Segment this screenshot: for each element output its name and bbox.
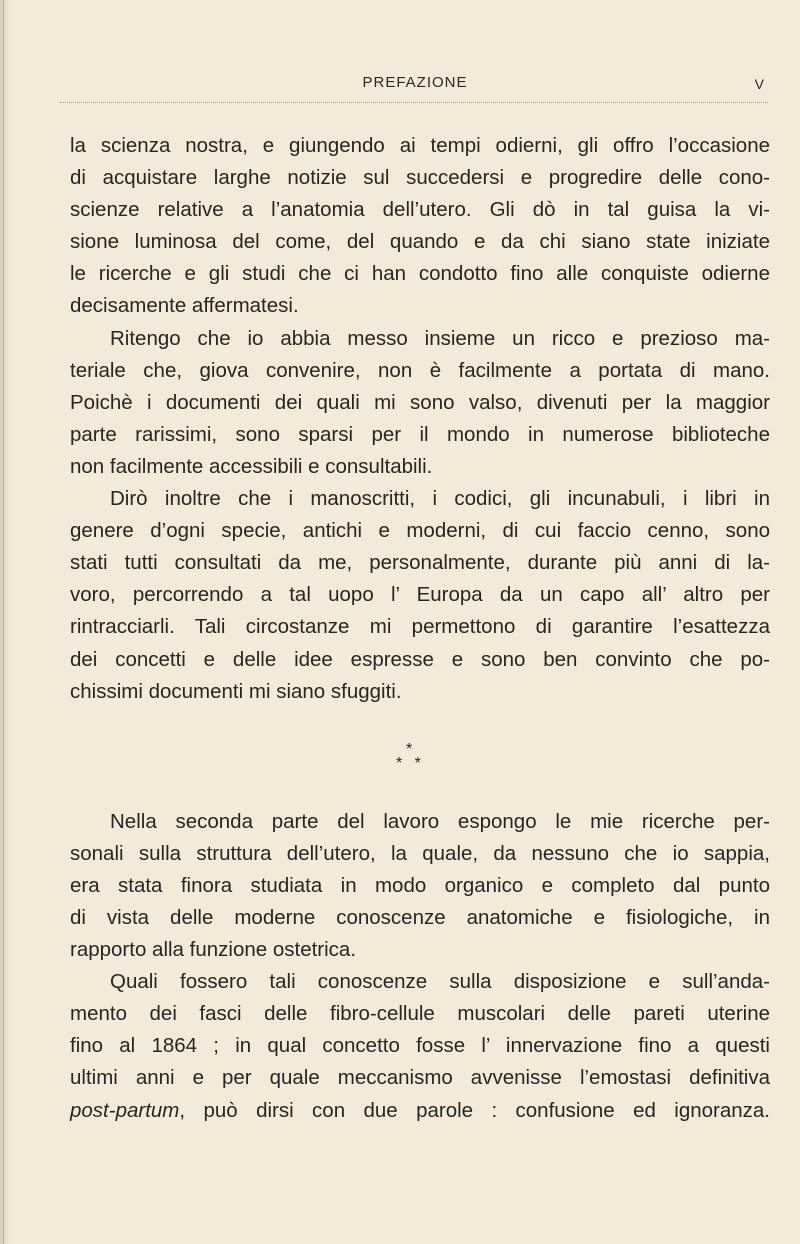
text-line: mento dei fasci delle fibro-cellule muscolari delle pareti uterine [70, 1002, 770, 1026]
text-line: scienze relative a l’anatomia dell’utero. Gli dò in tal guisa la vi- [70, 198, 770, 222]
text-line: chissimi documenti mi siano sfuggiti. [70, 679, 402, 703]
text-line: decisamente affermatesi. [70, 294, 299, 318]
text-line: ultimi anni e per quale meccanismo avvenisse l’emostasi definitiva [70, 1066, 770, 1090]
paragraph-3 [70, 483, 770, 708]
text-line: sione luminosa del come, del quando e da chi siano state iniziate [70, 230, 770, 254]
final-line-rest: , può dirsi con due parole : confusione ed ignoranza. [179, 1098, 770, 1122]
text-line: Nella seconda parte del lavoro espongo le mie ricerche per- [110, 809, 770, 833]
paragraph-1 [70, 130, 770, 323]
text-line: di acquistare larghe notizie sul succedersi e progredire delle cono- [70, 166, 770, 190]
text-line: teriale che, giova convenire, non è facilmente a portata di mano. [70, 358, 770, 382]
book-spine-edge [0, 0, 10, 1244]
header-rule [60, 102, 768, 103]
text-line: genere d’ogni specie, antichi e moderni, di cui faccio cenno, sono [70, 519, 770, 543]
text-line: sonali sulla struttura dell’utero, la quale, da nessuno che io sappia, [70, 841, 770, 865]
running-title: PREFAZIONE [362, 74, 468, 91]
text-line: parte rarissimi, sono sparsi per il mondo in numerose biblioteche [70, 422, 770, 446]
asterism-bottom: * * [396, 754, 425, 772]
text-line: Ritengo che io abbia messo insieme un ricco e prezioso ma- [110, 326, 770, 350]
text-line: le ricerche e gli studi che ci han condotto fino alle conquiste odierne [70, 262, 770, 286]
text-line-final [70, 1095, 770, 1127]
text-line: dei concetti e delle idee espresse e sono ben convinto che po- [70, 647, 770, 671]
running-head [60, 74, 770, 98]
gutter-line [3, 0, 4, 1244]
paragraph-2 [70, 323, 770, 483]
text-line: stati tutti consultati da me, personalmente, durante più anni di la- [70, 551, 770, 575]
text-line: voro, percorrendo a tal uopo l’ Europa da un capo all’ altro per [70, 583, 770, 607]
text-line: rintracciarli. Tali circostanze mi permettono di garantire l’esattezza [70, 615, 770, 639]
text-line: Poichè i documenti dei quali mi sono valso, divenuti per la maggior [70, 390, 770, 414]
text-line: di vista delle moderne conoscenze anatomiche e fisiologiche, in [70, 905, 770, 929]
text-line: non facilmente accessibili e consultabili. [70, 454, 433, 478]
asterism-separator [70, 708, 770, 806]
asterism-top: * [406, 740, 413, 758]
italic-term: post-partum [70, 1098, 180, 1122]
text-line: Quali fossero tali conoscenze sulla disposizione e sull’anda- [110, 970, 770, 994]
text-line: Dirò inoltre che i manoscritti, i codici, gli incunabuli, i libri in [110, 487, 770, 511]
text-line: la scienza nostra, e giungendo ai tempi odierni, gli offro l’occasione [70, 134, 770, 157]
body-text [70, 130, 770, 1127]
paragraph-5 [70, 966, 770, 1126]
paragraph-4 [70, 806, 770, 966]
page-number: V [754, 76, 764, 92]
text-line: era stata finora studiata in modo organico e completo dal punto [70, 873, 770, 897]
text-line: fino al 1864 ; in qual concetto fosse l’ innervazione fino a questi [70, 1034, 770, 1058]
text-line: rapporto alla funzione ostetrica. [70, 938, 357, 962]
